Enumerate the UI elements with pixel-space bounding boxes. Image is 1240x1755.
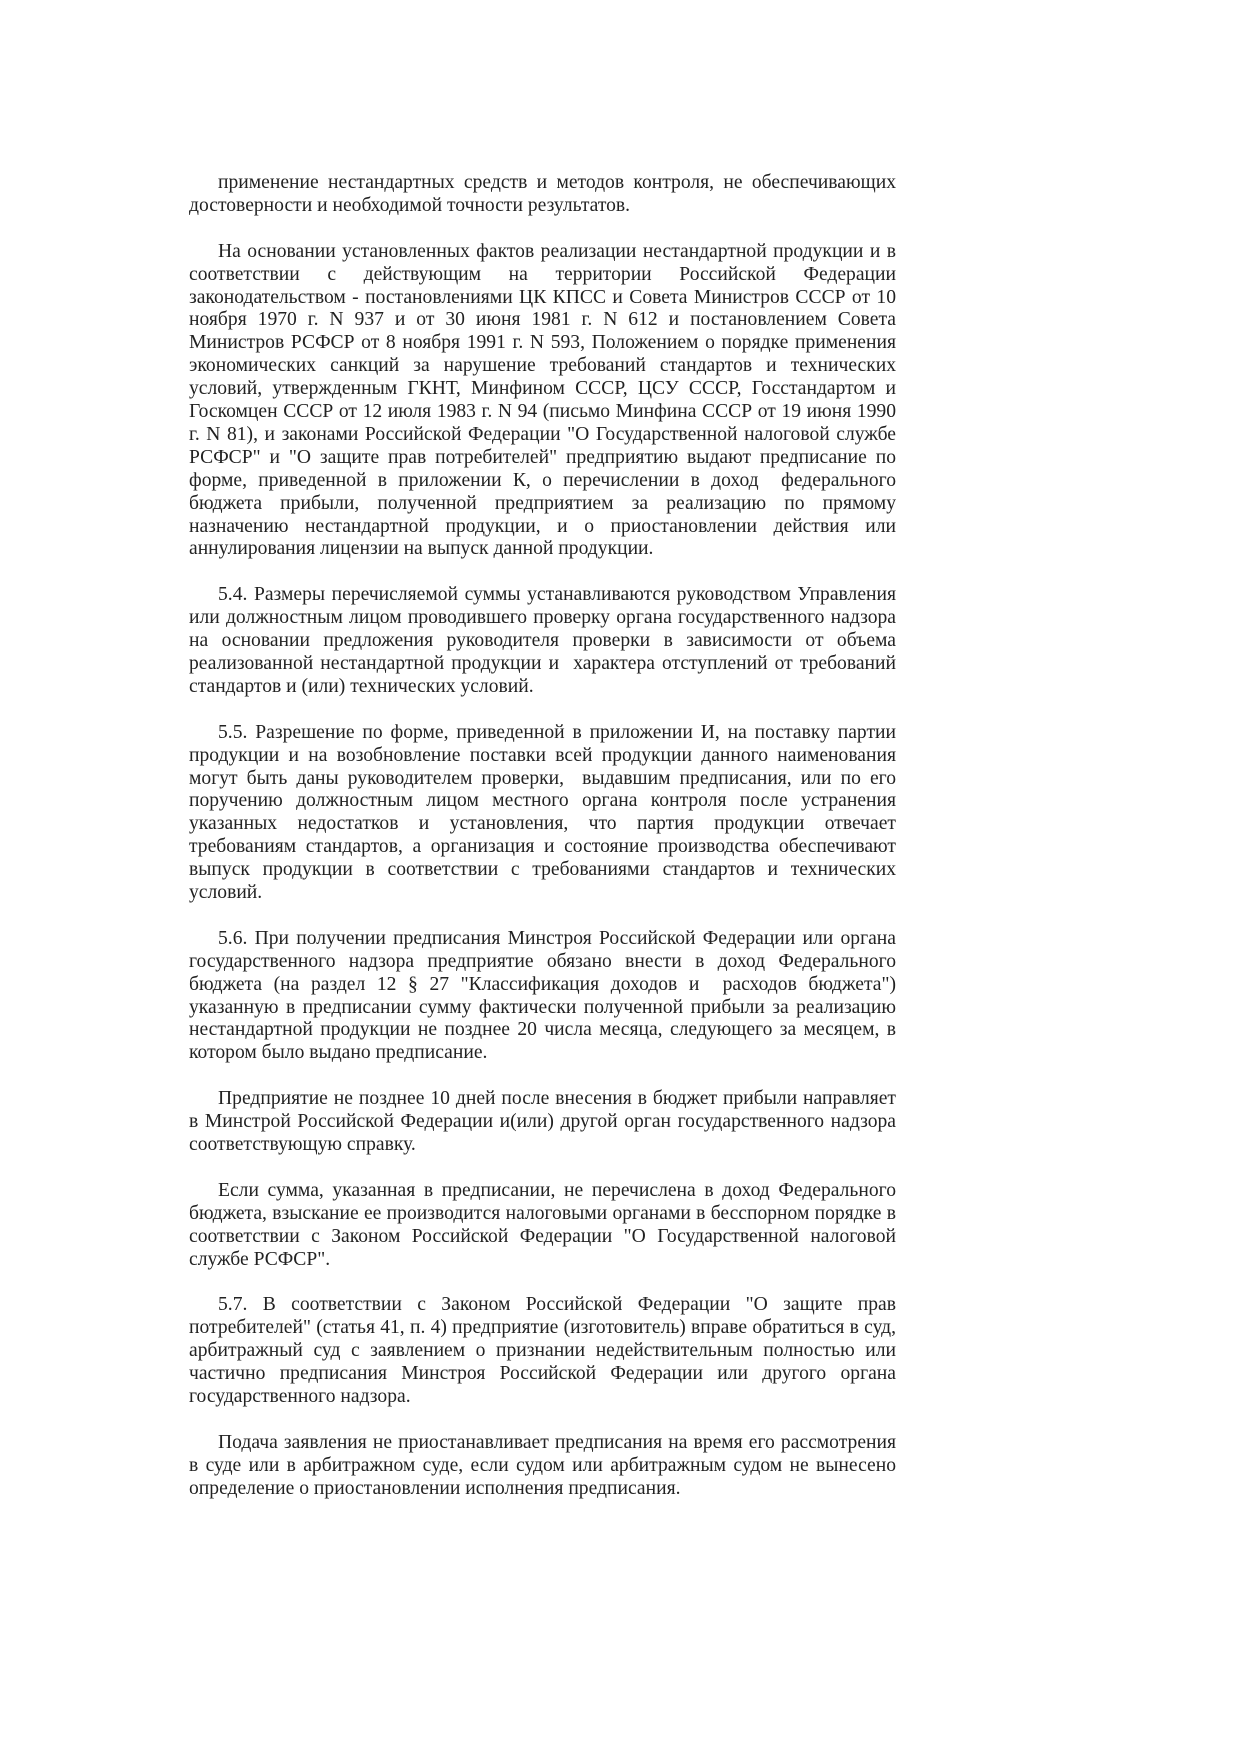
- paragraph-sanctions-basis: На основании установленных фактов реализации нестандартной продукции и в соответствии с действующим на территории Российской Федерации законодательством - постановлениями ЦК КПСС и Совета Министров СССР от 10 ноября 1970 г. N 937 и от 30 июня 1981 г. N 612 и постановлением Совета Министров РСФСР от 8 ноября 1991 г. N 593, Положением о порядке применения экономических санкций за нарушение требований стандартов и технических условий, утвержденным ГКНТ, Минфином СССР, ЦСУ СССР, Госстандартом и Госкомцен СССР от 12 июля 1983 г. N 94 (письмо Минфина СССР от 19 июня 1990 г. N 81), и законами Российской Федерации "О Государственной налоговой службе РСФСР" и "О защите прав потребителей" предприятию выдают предписание по форме, приведенной в приложении К, о перечислении в доход федерального бюджета прибыли, полученной предприятием за реализацию по прямому назначению нестандартной продукции, и о приостановлении действия или аннулирования лицензии на выпуск данной продукции.: [189, 240, 901, 560]
- paragraph-collection: Если сумма, указанная в предписании, не перечислена в доход Федерального бюджета, взыскание ее производится налоговыми органами в бесспорном порядке в соответствии с Законом Российской Федерации "О Государственной налоговой службе РСФСР".: [189, 1179, 901, 1270]
- paragraph-5-4: 5.4. Размеры перечисляемой суммы устанавливаются руководством Управления или должностным лицом проводившего проверку органа государственного надзора на основании предложения руководителя проверки в зависимости от объема реализованной нестандартной продукции и характера отступлений от требований стандартов и (или) технических условий.: [189, 584, 906, 697]
- paragraph-application-filing: Подача заявления не приостанавливает предписания на время его рассмотрения в суде или в арбитражном суде, если судом или арбитражным судом не вынесено определение о приостановлении исполнения предписания.: [189, 1431, 901, 1499]
- document-page: [189, 172, 906, 1500]
- paragraph-5-7: 5.7. В соответствии с Законом Российской Федерации "О защите прав потребителей" (статья 41, п. 4) предприятие (изготовитель) вправе обратиться в суд, арбитражный суд с заявлением о признании недействительным полностью или частично предписания Минстроя Российской Федерации или другого органа государственного надзора.: [189, 1294, 901, 1407]
- paragraph-5-6: 5.6. При получении предписания Минстроя Российской Федерации или органа государственного надзора предприятие обязано внести в доход Федерального бюджета (на раздел 12 § 27 "Классификация доходов и расходов бюджета") указанную в предписании сумму фактически полученной прибыли за реализацию нестандартной продукции не позднее 20 числа месяца, следующего за месяцем, в котором было выдано предписание.: [189, 927, 901, 1064]
- paragraph-5-5: 5.5. Разрешение по форме, приведенной в приложении И, на поставку партии продукции и на возобновление поставки всей продукции данного наименования могут быть даны руководителем проверки, выдавшим предписания, или по его поручению должностным лицом местного органа контроля после устранения указанных недостатков и установления, что партия продукции отвечает требованиям стандартов, а организация и состояние производства обеспечивают выпуск продукции в соответствии с требованиями стандартов и технических условий.: [189, 721, 906, 904]
- paragraph-continuation: применение нестандартных средств и методов контроля, не обеспечивающих достоверности и необходимой точности результатов.: [189, 172, 901, 216]
- paragraph-budget-certificate: Предприятие не позднее 10 дней после внесения в бюджет прибыли направляет в Минстрой Российской Федерации и(или) другой орган государственного надзора соответствующую справку.: [189, 1088, 901, 1155]
